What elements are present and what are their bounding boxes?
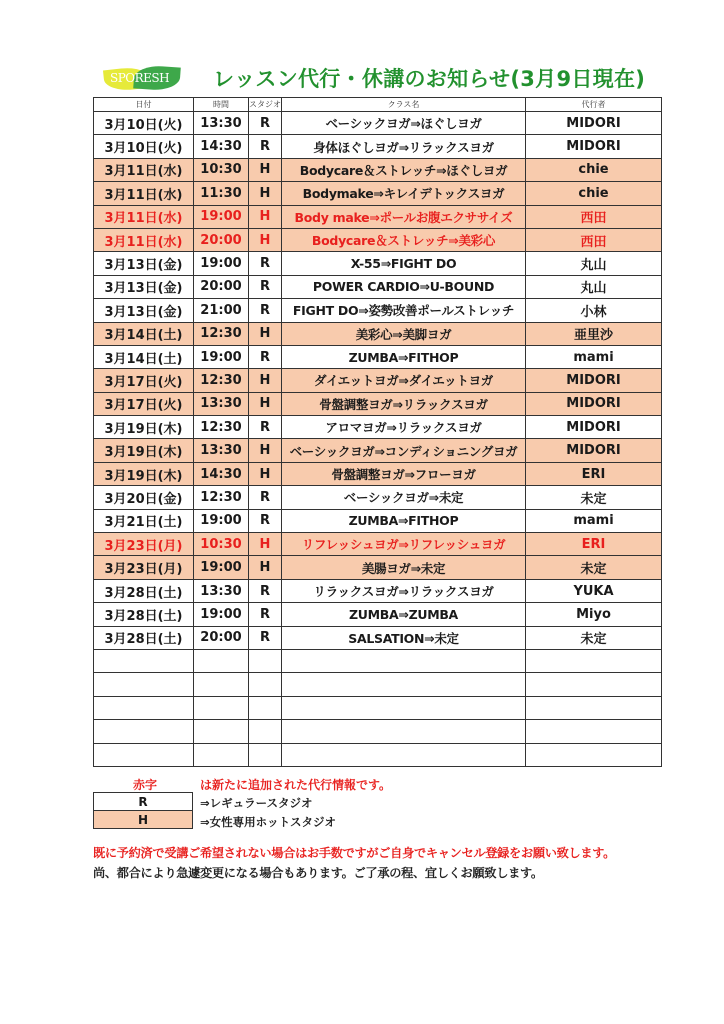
cell-time: 21:00: [194, 299, 249, 322]
cell-studio: R: [249, 509, 282, 532]
empty-cell: [282, 743, 526, 766]
table-row: [94, 322, 662, 345]
cell-instructor: MIDORI: [526, 439, 662, 462]
cell-class: ベーシックヨガ⇒コンディショニングヨガ: [282, 439, 526, 462]
cell-date: 3月28日(土): [94, 603, 194, 626]
cell-time: 11:30: [194, 182, 249, 205]
empty-cell: [526, 696, 662, 719]
empty-cell: [194, 696, 249, 719]
cell-class: 美腸ヨガ⇒未定: [282, 556, 526, 579]
cell-date: 3月28日(土): [94, 579, 194, 602]
empty-cell: [249, 696, 282, 719]
table-row: [94, 275, 662, 298]
legend-red-label: 赤字: [133, 778, 158, 792]
cell-date: 3月11日(水): [94, 228, 194, 251]
cell-time: 19:00: [194, 205, 249, 228]
empty-cell: [194, 649, 249, 672]
cell-studio: R: [249, 252, 282, 275]
cell-studio: R: [249, 275, 282, 298]
cell-class: Body make⇒ポールお腹エクササイズ: [282, 205, 526, 228]
cell-studio: H: [249, 462, 282, 485]
cell-instructor: 未定: [526, 626, 662, 649]
cell-time: 12:30: [194, 486, 249, 509]
cell-time: 10:30: [194, 158, 249, 181]
header-time: 時間: [194, 98, 249, 112]
cell-class: 骨盤調整ヨガ⇒リラックスヨガ: [282, 392, 526, 415]
cell-date: 3月10日(火): [94, 135, 194, 158]
cell-class: ZUMBA⇒ZUMBA: [282, 603, 526, 626]
empty-table-row: [94, 649, 662, 672]
cell-class: SALSATION⇒未定: [282, 626, 526, 649]
table-row: [94, 205, 662, 228]
cell-instructor: 西田: [526, 228, 662, 251]
cell-date: 3月19日(木): [94, 439, 194, 462]
table-row: [94, 416, 662, 439]
logo-text: SPORESH: [110, 71, 170, 85]
table-row: [94, 112, 662, 135]
table-row: [94, 462, 662, 485]
cell-class: アロマヨガ⇒リラックスヨガ: [282, 416, 526, 439]
cell-date: 3月11日(水): [94, 205, 194, 228]
page-title: レッスン代行・休講のお知らせ(3月9日現在): [213, 67, 646, 91]
table-row: [94, 299, 662, 322]
cell-date: 3月13日(金): [94, 252, 194, 275]
cell-instructor: 西田: [526, 205, 662, 228]
cell-studio: R: [249, 626, 282, 649]
table-row: [94, 345, 662, 368]
empty-cell: [94, 696, 194, 719]
table-row: [94, 158, 662, 181]
cell-class: リフレッシュヨガ⇒リフレッシュヨガ: [282, 533, 526, 556]
cell-studio: H: [249, 533, 282, 556]
table-row: [94, 439, 662, 462]
cell-class: ZUMBA⇒FITHOP: [282, 345, 526, 368]
cell-instructor: chie: [526, 182, 662, 205]
empty-cell: [282, 649, 526, 672]
cell-studio: R: [249, 345, 282, 368]
cell-instructor: 小林: [526, 299, 662, 322]
cell-instructor: ERI: [526, 462, 662, 485]
cell-time: 12:30: [194, 369, 249, 392]
cell-instructor: MIDORI: [526, 392, 662, 415]
cell-class: 身体ほぐしヨガ⇒リラックスヨガ: [282, 135, 526, 158]
table-row: [94, 533, 662, 556]
cell-time: 14:30: [194, 135, 249, 158]
empty-table-row: [94, 720, 662, 743]
cell-date: 3月11日(水): [94, 182, 194, 205]
cell-studio: H: [249, 205, 282, 228]
cell-time: 12:30: [194, 416, 249, 439]
empty-cell: [526, 743, 662, 766]
empty-cell: [526, 673, 662, 696]
cell-class: 美彩心⇒美脚ヨガ: [282, 322, 526, 345]
cell-date: 3月14日(土): [94, 322, 194, 345]
header-class: クラス名: [282, 98, 526, 112]
cell-instructor: ERI: [526, 533, 662, 556]
header-date: 日付: [94, 98, 194, 112]
cell-date: 3月19日(木): [94, 462, 194, 485]
cell-class: 骨盤調整ヨガ⇒フローヨガ: [282, 462, 526, 485]
cell-instructor: MIDORI: [526, 416, 662, 439]
table-row: [94, 509, 662, 532]
cell-studio: R: [249, 112, 282, 135]
cell-date: 3月21日(土): [94, 509, 194, 532]
cell-date: 3月10日(火): [94, 112, 194, 135]
table-row: [94, 392, 662, 415]
header-studio: スタジオ: [249, 98, 282, 112]
empty-cell: [526, 649, 662, 672]
cell-instructor: MIDORI: [526, 135, 662, 158]
cell-time: 20:00: [194, 228, 249, 251]
cell-class: POWER CARDIO⇒U-BOUND: [282, 275, 526, 298]
cell-time: 19:00: [194, 509, 249, 532]
cell-class: Bodycare＆ストレッチ⇒美彩心: [282, 228, 526, 251]
cell-class: Bodymake⇒キレイデトックスヨガ: [282, 182, 526, 205]
cell-time: 13:30: [194, 392, 249, 415]
cell-studio: H: [249, 439, 282, 462]
empty-cell: [282, 720, 526, 743]
cell-instructor: chie: [526, 158, 662, 181]
legend-red-desc: は新たに追加された代行情報です。: [200, 778, 392, 792]
empty-cell: [249, 743, 282, 766]
cell-time: 19:00: [194, 603, 249, 626]
legend-hot-desc: ⇒女性専用ホットスタジオ: [200, 815, 337, 829]
cell-date: 3月14日(土): [94, 345, 194, 368]
empty-cell: [249, 649, 282, 672]
cell-time: 14:30: [194, 462, 249, 485]
cell-studio: R: [249, 416, 282, 439]
schedule-table: [93, 97, 662, 767]
cell-date: 3月11日(水): [94, 158, 194, 181]
cancel-notice: 既に予約済で受講ご希望されない場合はお手数ですがご自身でキャンセル登録をお願い致します。: [93, 846, 616, 860]
cell-date: 3月19日(木): [94, 416, 194, 439]
empty-cell: [249, 720, 282, 743]
cell-time: 20:00: [194, 626, 249, 649]
cell-date: 3月13日(金): [94, 299, 194, 322]
cell-studio: R: [249, 603, 282, 626]
cell-time: 13:30: [194, 112, 249, 135]
cell-class: ベーシックヨガ⇒ほぐしヨガ: [282, 112, 526, 135]
empty-cell: [94, 743, 194, 766]
empty-cell: [94, 720, 194, 743]
cell-instructor: 未定: [526, 486, 662, 509]
cell-studio: R: [249, 486, 282, 509]
cell-instructor: MIDORI: [526, 369, 662, 392]
table-row: [94, 556, 662, 579]
cell-time: 12:30: [194, 322, 249, 345]
cell-studio: R: [249, 299, 282, 322]
empty-cell: [282, 696, 526, 719]
empty-cell: [194, 673, 249, 696]
empty-cell: [526, 720, 662, 743]
cell-studio: R: [249, 135, 282, 158]
cell-instructor: 丸山: [526, 275, 662, 298]
cell-instructor: Miyo: [526, 603, 662, 626]
cell-studio: R: [249, 579, 282, 602]
table-row: [94, 603, 662, 626]
table-row: [94, 579, 662, 602]
cell-time: 19:00: [194, 556, 249, 579]
empty-table-row: [94, 673, 662, 696]
cell-time: 19:00: [194, 252, 249, 275]
cell-class: FIGHT DO⇒姿勢改善ポールストレッチ: [282, 299, 526, 322]
cell-date: 3月17日(火): [94, 392, 194, 415]
table-row: [94, 182, 662, 205]
cell-studio: H: [249, 182, 282, 205]
cell-studio: H: [249, 369, 282, 392]
cell-date: 3月28日(土): [94, 626, 194, 649]
cell-class: X-55⇒FIGHT DO: [282, 252, 526, 275]
cell-class: Bodycare＆ストレッチ⇒ほぐしヨガ: [282, 158, 526, 181]
empty-cell: [282, 673, 526, 696]
table-header-row: [94, 98, 662, 112]
cell-instructor: MIDORI: [526, 112, 662, 135]
cell-instructor: 丸山: [526, 252, 662, 275]
empty-cell: [194, 720, 249, 743]
table-row: [94, 626, 662, 649]
cell-instructor: mami: [526, 509, 662, 532]
cell-date: 3月23日(月): [94, 533, 194, 556]
cell-class: ZUMBA⇒FITHOP: [282, 509, 526, 532]
cell-date: 3月17日(火): [94, 369, 194, 392]
legend-regular-box: R: [93, 792, 193, 811]
empty-cell: [249, 673, 282, 696]
cell-instructor: 未定: [526, 556, 662, 579]
empty-cell: [194, 743, 249, 766]
sporesh-logo: [104, 66, 180, 92]
cell-studio: H: [249, 158, 282, 181]
table-row: [94, 486, 662, 509]
cell-time: 20:00: [194, 275, 249, 298]
cell-time: 10:30: [194, 533, 249, 556]
table-row: [94, 369, 662, 392]
cell-class: リラックスヨガ⇒リラックスヨガ: [282, 579, 526, 602]
empty-table-row: [94, 696, 662, 719]
cell-date: 3月20日(金): [94, 486, 194, 509]
cell-studio: H: [249, 556, 282, 579]
cell-time: 13:30: [194, 439, 249, 462]
cell-date: 3月23日(月): [94, 556, 194, 579]
cell-class: ダイエットヨガ⇒ダイエットヨガ: [282, 369, 526, 392]
cell-time: 19:00: [194, 345, 249, 368]
cell-class: ベーシックヨガ⇒未定: [282, 486, 526, 509]
cell-studio: H: [249, 392, 282, 415]
table-row: [94, 228, 662, 251]
cell-date: 3月13日(金): [94, 275, 194, 298]
legend-regular-desc: ⇒レギュラースタジオ: [200, 796, 313, 810]
cell-studio: H: [249, 322, 282, 345]
cell-instructor: YUKA: [526, 579, 662, 602]
table-row: [94, 252, 662, 275]
cell-time: 13:30: [194, 579, 249, 602]
empty-table-row: [94, 743, 662, 766]
cell-instructor: 亜里沙: [526, 322, 662, 345]
cell-instructor: mami: [526, 345, 662, 368]
empty-cell: [94, 673, 194, 696]
change-notice: 尚、都合により急遽変更になる場合もあります。ご了承の程、宜しくお願致します。: [93, 866, 543, 880]
header-instructor: 代行者: [526, 98, 662, 112]
cell-studio: H: [249, 228, 282, 251]
table-row: [94, 135, 662, 158]
empty-cell: [94, 649, 194, 672]
legend-hot-box: H: [93, 810, 193, 829]
